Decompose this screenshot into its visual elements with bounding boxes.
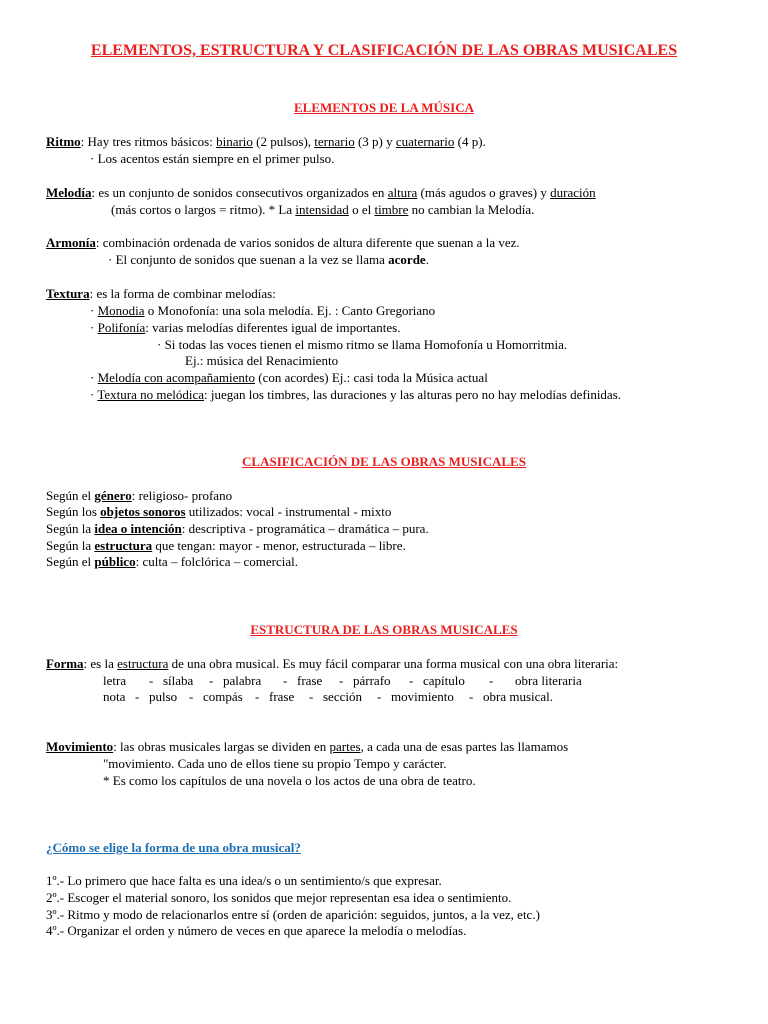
step-item: 3º.- Ritmo y modo de relacionarlos entre sí (orden de aparición: seguidos, juntos, a la vez, etc.) [46,907,540,922]
acorde-term: acorde [388,252,426,267]
movimiento-line: Movimiento: las obras musicales largas se dividen en partes, a cada una de esas partes las llamamos [46,739,569,754]
binario-term: binario [216,134,253,149]
armonia-label: Armonía [46,235,96,250]
clasificacion-row: Según la estructura que tengan: mayor - menor, estructurada – libre. [46,538,406,553]
ritmo-label: Ritmo [46,134,81,149]
melodia-line: Melodía: es un conjunto de sonidos consecutivos organizados en altura (más agudos o graves) y duración [46,185,596,200]
polifonia-term: Polifonía [97,320,146,335]
timbre-term: timbre [374,202,409,217]
section-heading-elementos: ELEMENTOS DE LA MÚSICA [294,100,474,115]
textura-no-melodica-term: Textura no melódica [97,387,205,402]
forma-line: Forma: es la estructura de una obra musical. Es muy fácil comparar una forma musical con una obra literaria: [46,656,619,671]
movimiento-line-2: "movimiento. Cada uno de ellos tiene su propio Tempo y carácter. [103,756,447,771]
ternario-term: ternario [314,134,355,149]
melodia-label: Melodía [46,185,92,200]
melodia-line-2: (más cortos o largos = ritmo). * La intensidad o el timbre no cambian la Melodía. [111,202,535,217]
section-heading-estructura: ESTRUCTURA DE LAS OBRAS MUSICALES [250,622,518,637]
textura-label: Textura [46,286,90,301]
textura-no-melodica-item: · Textura no melódica: juegan los timbres, las duraciones y las alturas pero no hay melodías definidas. [90,387,622,402]
ritmo-note: · Los acentos están siempre en el primer pulso. [90,151,335,166]
textura-line: Textura: es la forma de combinar melodías: [46,286,276,301]
melodia-acomp-item: · Melodía con acompañamiento (con acordes) Ej.: casi toda la Música actual [90,370,488,385]
monodia-term: Monodia [97,303,145,318]
armonia-line: Armonía: combinación ordenada de varios sonidos de altura diferente que suenan a la vez. [46,235,520,250]
altura-term: altura [387,185,418,200]
estructura-term: estructura [117,656,169,671]
document-title: ELEMENTOS, ESTRUCTURA Y CLASIFICACIÓN DE LAS OBRAS MUSICALES [90,42,678,59]
polifonia-item: · Polifonía: varias melodías diferentes igual de importantes. [90,320,401,335]
clasificacion-row: Según los objetos sonoros utilizados: vocal - instrumental - mixto [46,504,392,519]
ritmo-line: Ritmo: Hay tres ritmos básicos: binario (2 pulsos), ternario (3 p) y cuaternario (4 p). [46,134,486,149]
movimiento-label: Movimiento [46,739,114,754]
renacimiento-example: Ej.: música del Renacimiento [185,353,339,368]
movimiento-line-3: * Es como los capítulos de una novela o los actos de una obra de teatro. [103,773,476,788]
forma-question-heading: ¿Cómo se elige la forma de una obra musical? [46,840,301,855]
clasificacion-row: Según la idea o intención: descriptiva - programática – dramática – pura. [46,521,429,536]
step-item: 1º.- Lo primero que hace falta es una idea/s o un sentimiento/s que expresar. [46,873,442,888]
cuaternario-term: cuaternario [395,134,455,149]
armonia-note: · El conjunto de sonidos que suenan a la vez se llama acorde. [108,252,429,267]
clasificacion-row: Según el público: culta – folclórica – comercial. [46,554,299,569]
intensidad-term: intensidad [295,202,349,217]
literary-structure-row: letra - sílaba - palabra - frase - párrafo - capítulo - obra literaria [103,673,582,688]
melodia-acomp-term: Melodía con acompañamiento [97,370,255,385]
musical-structure-row: nota - pulso - compás - frase - sección - movimiento - obra musical. [103,689,554,704]
step-item: 2º.- Escoger el material sonoro, los sonidos que mejor representan esa idea o sentimiento. [46,890,512,905]
section-heading-clasificacion: CLASIFICACIÓN DE LAS OBRAS MUSICALES [242,454,526,469]
duracion-term: duración [550,185,596,200]
step-item: 4º.- Organizar el orden y número de veces en que aparece la melodía o melodías. [46,923,467,938]
homofonia-note: · Si todas las voces tienen el mismo ritmo se llama Homofonía u Homorritmia. [157,337,568,352]
clasificacion-row: Según el género: religioso- profano [46,488,233,503]
partes-term: partes [329,739,361,754]
forma-label: Forma [46,656,84,671]
monodia-item: · Monodia o Monofonía: una sola melodía. Ej. : Canto Gregoriano [90,303,436,318]
